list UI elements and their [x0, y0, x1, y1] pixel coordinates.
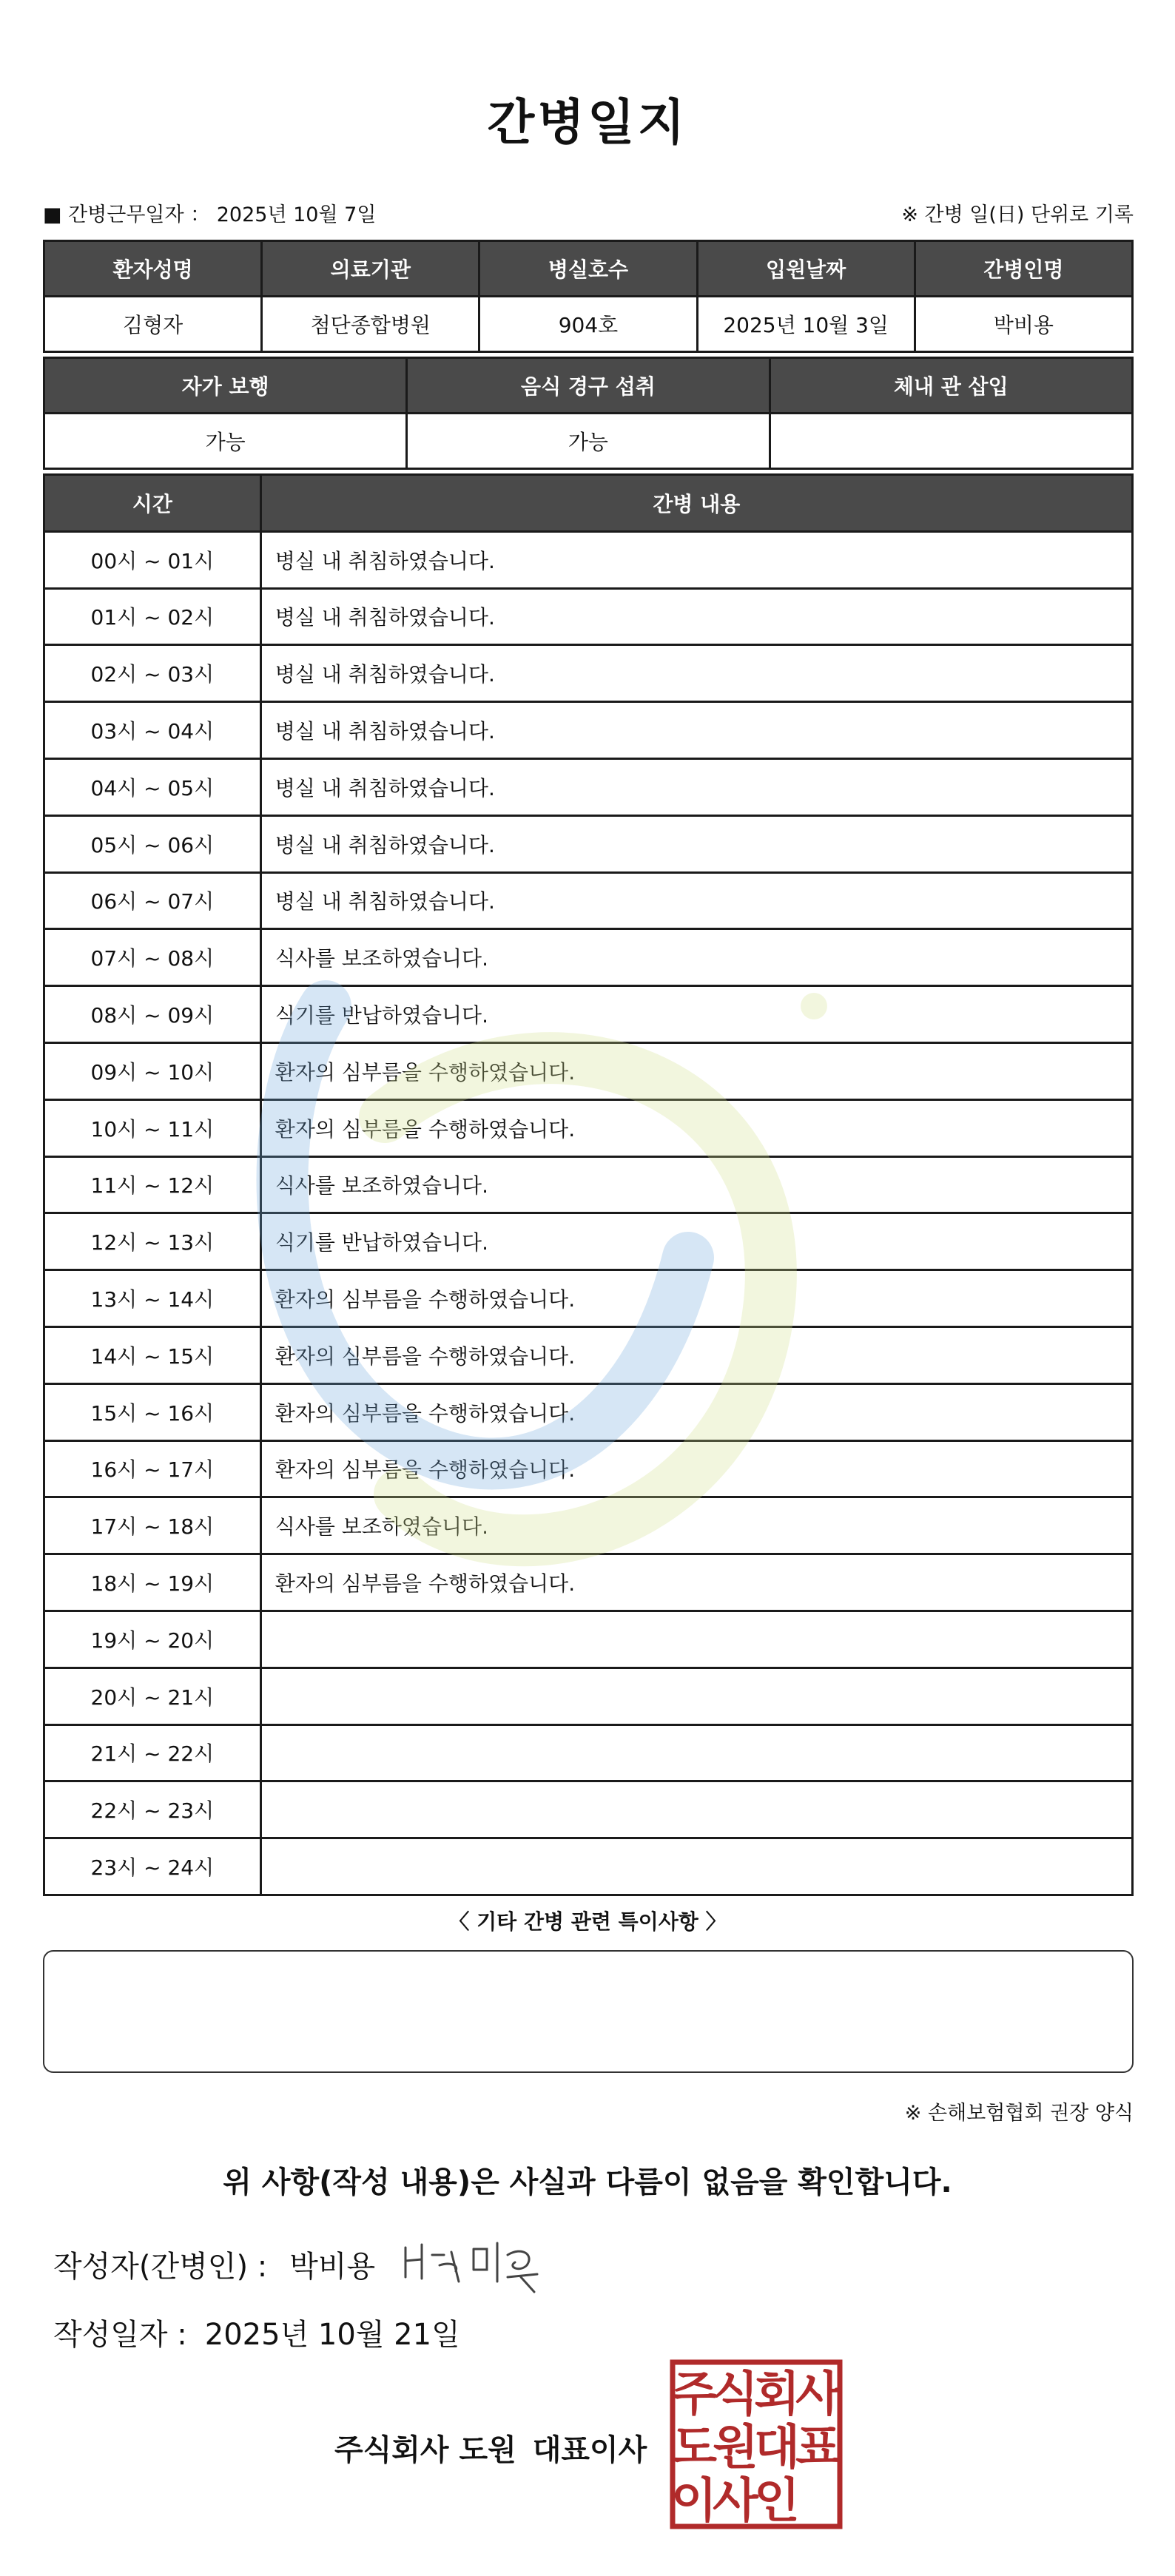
- care-log-time: 19시 ~ 20시: [44, 1611, 261, 1668]
- header-caregiver: 간병인명: [915, 241, 1132, 297]
- care-log-row: [44, 1326, 1133, 1383]
- care-log-row: [44, 1042, 1133, 1099]
- care-log-time: 00시 ~ 01시: [44, 531, 261, 588]
- care-log-content: 환자의 심부름을 수행하였습니다.: [260, 1326, 1132, 1383]
- care-log-content: 식기를 반납하였습니다.: [260, 1213, 1132, 1270]
- remarks-box: [43, 1950, 1134, 2073]
- care-log-row: [44, 758, 1133, 815]
- care-log-row: [44, 702, 1133, 759]
- company-seal-stamp: [669, 2358, 844, 2530]
- confirmation-statement: 위 사항(작성 내용)은 사실과 다름이 없음을 확인합니다.: [223, 2165, 952, 2199]
- seal-character: 도: [671, 2421, 717, 2475]
- header-room: 병실호수: [479, 241, 697, 297]
- care-log-time: 23시 ~ 24시: [44, 1838, 261, 1895]
- care-log-content: [260, 1668, 1132, 1724]
- tube-insertion-value: [770, 414, 1132, 469]
- care-log-row: [44, 531, 1133, 588]
- author-line: [53, 2243, 397, 2285]
- document-title: 간병일지: [487, 94, 688, 151]
- company-signature-line: [334, 2427, 663, 2469]
- care-log-content: 환자의 심부름을 수행하였습니다.: [260, 1042, 1132, 1099]
- care-log-content: 병실 내 취침하였습니다.: [260, 702, 1132, 759]
- patient-status-table: [43, 357, 1134, 470]
- seal-character: 사: [713, 2474, 758, 2529]
- care-log-row: [44, 588, 1133, 645]
- care-log-row: [44, 815, 1133, 872]
- care-log-time: 02시 ~ 03시: [44, 645, 261, 702]
- care-log-content: 환자의 심부름을 수행하였습니다.: [260, 1383, 1132, 1440]
- care-log-time: 03시 ~ 04시: [44, 702, 261, 759]
- care-log-row: [44, 1838, 1133, 1895]
- care-log-content: 환자의 심부름을 수행하였습니다.: [260, 1440, 1132, 1497]
- seal-character: 대: [754, 2421, 800, 2475]
- care-log-content: [260, 1781, 1132, 1838]
- header-tube-insertion: 체내 관 삽입: [770, 358, 1132, 414]
- care-log-content: 병실 내 취침하였습니다.: [260, 815, 1132, 872]
- care-log-time: 17시 ~ 18시: [44, 1497, 261, 1554]
- care-log-content: 식사를 보조하였습니다.: [260, 929, 1132, 986]
- care-log-time: 04시 ~ 05시: [44, 758, 261, 815]
- care-log-row: [44, 1497, 1133, 1554]
- care-log-body: [44, 531, 1133, 1895]
- care-log-time: 11시 ~ 12시: [44, 1156, 261, 1213]
- care-log-row: [44, 1554, 1133, 1611]
- care-log-content: 환자의 심부름을 수행하였습니다.: [260, 1099, 1132, 1156]
- care-log-row: [44, 929, 1133, 986]
- care-log-time: 06시 ~ 07시: [44, 872, 261, 929]
- care-log-time: 13시 ~ 14시: [44, 1270, 261, 1327]
- care-log-content: 병실 내 취침하였습니다.: [260, 872, 1132, 929]
- care-log-row: [44, 1383, 1133, 1440]
- header-patient-name: 환자성명: [44, 241, 262, 297]
- care-log-row: [44, 1611, 1133, 1668]
- seal-character: 회: [754, 2367, 800, 2422]
- caregiver-name: 박비용: [915, 297, 1132, 352]
- written-date-label: 작성일자 :: [53, 2318, 187, 2352]
- care-log-content: [260, 1838, 1132, 1895]
- recommend-note: ※ 손해보험협회 권장 양식: [904, 2102, 1134, 2125]
- care-log-time: 05시 ~ 06시: [44, 815, 261, 872]
- care-log-content: 식사를 보조하였습니다.: [260, 1497, 1132, 1554]
- seal-character: 표: [795, 2421, 841, 2475]
- care-log-content: [260, 1724, 1132, 1781]
- care-log-content: 병실 내 취침하였습니다.: [260, 588, 1132, 645]
- care-log-time: 18시 ~ 19시: [44, 1554, 261, 1611]
- patient-info-value-row: [44, 297, 1133, 352]
- care-log-time: 21시 ~ 22시: [44, 1724, 261, 1781]
- care-log-row: [44, 645, 1133, 702]
- care-log-content: 환자의 심부름을 수행하였습니다.: [260, 1270, 1132, 1327]
- care-log-row: [44, 1440, 1133, 1497]
- seal-character: 식: [713, 2367, 758, 2422]
- care-log-time: 15시 ~ 16시: [44, 1383, 261, 1440]
- care-log-content: 병실 내 취침하였습니다.: [260, 645, 1132, 702]
- hospital-name: 첨단종합병원: [262, 297, 479, 352]
- header-admission-date: 입원날짜: [697, 241, 915, 297]
- header-self-walking: 자가 보행: [44, 358, 407, 414]
- care-log-content: 식기를 반납하였습니다.: [260, 986, 1132, 1043]
- care-log-time: 10시 ~ 11시: [44, 1099, 261, 1156]
- care-log-row: [44, 1156, 1133, 1213]
- care-log-row: [44, 986, 1133, 1043]
- written-date-value: 2025년 10월 21일: [204, 2318, 460, 2352]
- status-header-row: [44, 358, 1133, 414]
- unit-note: ※ 간병 일(日) 단위로 기록: [901, 203, 1134, 226]
- admission-date: 2025년 10월 3일: [697, 297, 915, 352]
- patient-name: 김형자: [44, 297, 262, 352]
- care-log-content: 환자의 심부름을 수행하였습니다.: [260, 1554, 1132, 1611]
- care-log-content: [260, 1611, 1132, 1668]
- care-log-row: [44, 1724, 1133, 1781]
- care-log-time: 01시 ~ 02시: [44, 588, 261, 645]
- care-log-content: 식사를 보조하였습니다.: [260, 1156, 1132, 1213]
- seal-character: 원: [713, 2421, 758, 2475]
- seal-character: 이: [671, 2474, 717, 2529]
- care-log-header-row: [44, 475, 1133, 532]
- company-title: 대표이사: [532, 2433, 647, 2467]
- header-care-content: 간병 내용: [260, 475, 1132, 532]
- care-log-time: 20시 ~ 21시: [44, 1668, 261, 1724]
- care-log-row: [44, 1099, 1133, 1156]
- patient-info-table: [43, 240, 1134, 353]
- handwritten-signature: [397, 2233, 545, 2299]
- header-oral-intake: 음식 경구 섭취: [407, 358, 770, 414]
- author-name: 박비용: [289, 2250, 376, 2284]
- header-time: 시간: [44, 475, 261, 532]
- care-log-time: 08시 ~ 09시: [44, 986, 261, 1043]
- remarks-title: 〈 기타 간병 관련 특이사항 〉: [448, 1909, 727, 1934]
- care-log-row: [44, 872, 1133, 929]
- author-label: 작성자(간병인) :: [53, 2250, 268, 2284]
- care-log-table: [43, 473, 1134, 1896]
- care-log-time: 16시 ~ 17시: [44, 1440, 261, 1497]
- seal-character: 주: [671, 2367, 717, 2422]
- seal-character: 사: [795, 2367, 841, 2422]
- care-log-time: 22시 ~ 23시: [44, 1781, 261, 1838]
- seal-character: 인: [754, 2474, 800, 2529]
- care-log-row: [44, 1781, 1133, 1838]
- header-hospital: 의료기관: [262, 241, 479, 297]
- care-log-row: [44, 1668, 1133, 1724]
- care-log-time: 07시 ~ 08시: [44, 929, 261, 986]
- written-date-line: [53, 2311, 478, 2353]
- care-log-row: [44, 1270, 1133, 1327]
- care-log-content: 병실 내 취침하였습니다.: [260, 531, 1132, 588]
- oral-intake-value: 가능: [407, 414, 770, 469]
- care-log-content: 병실 내 취침하였습니다.: [260, 758, 1132, 815]
- work-date: ■ 간병근무일자 ： 2025년 10월 7일: [43, 203, 377, 226]
- status-value-row: [44, 414, 1133, 469]
- care-log-time: 09시 ~ 10시: [44, 1042, 261, 1099]
- company-name: 주식회사 도원: [334, 2433, 516, 2467]
- self-walking-value: 가능: [44, 414, 407, 469]
- room-number: 904호: [479, 297, 697, 352]
- care-log-row: [44, 1213, 1133, 1270]
- patient-info-header-row: [44, 241, 1133, 297]
- care-log-time: 12시 ~ 13시: [44, 1213, 261, 1270]
- care-log-time: 14시 ~ 15시: [44, 1326, 261, 1383]
